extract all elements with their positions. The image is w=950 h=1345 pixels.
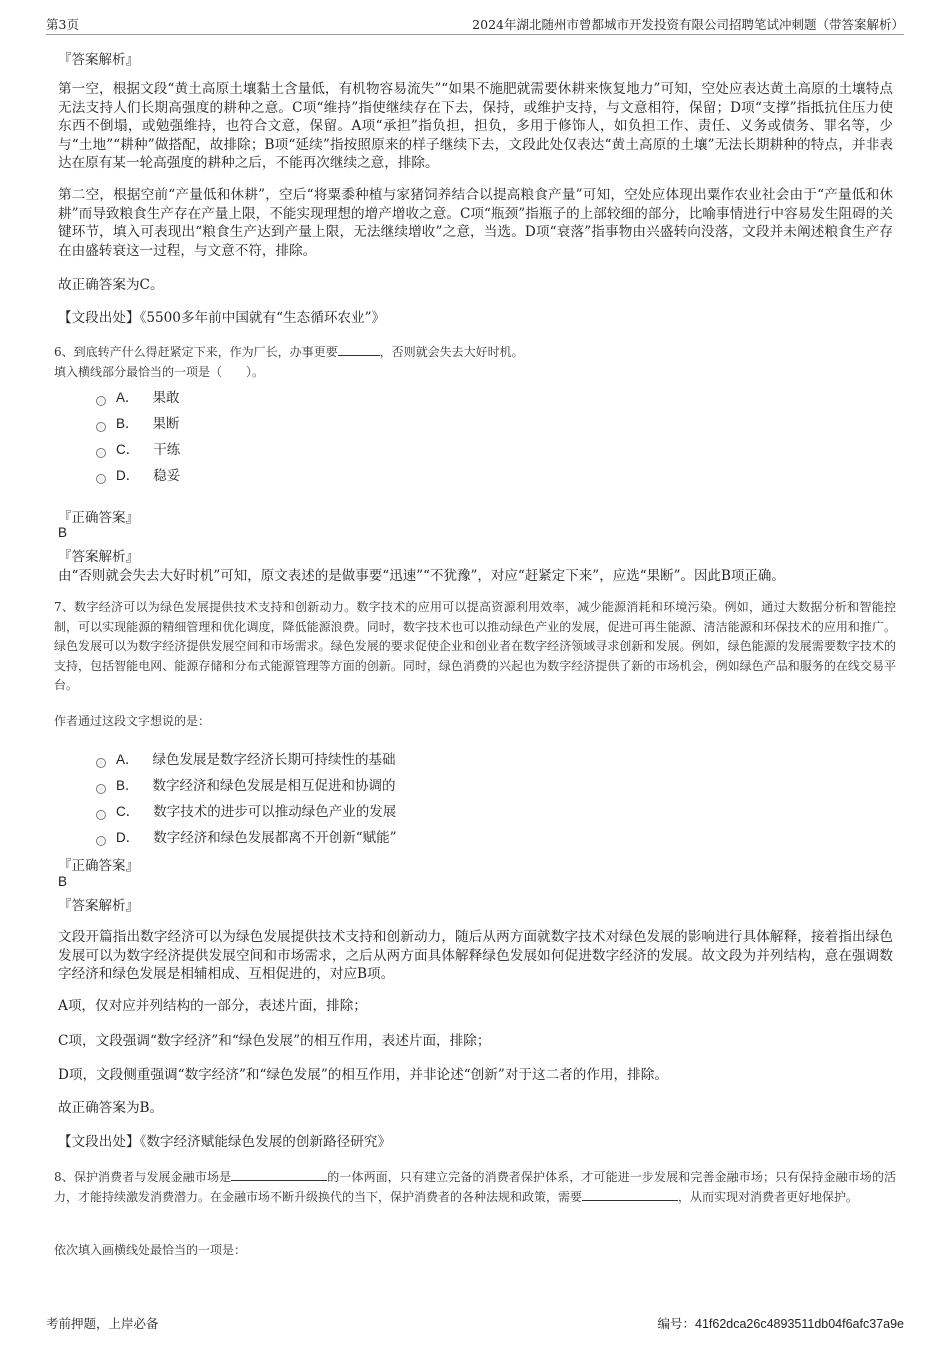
radio-icon[interactable] <box>96 758 106 768</box>
q8-prompt: 依次填入画横线处最恰当的一项是： <box>54 1243 247 1257</box>
q7-prompt: 作者通过这段文字想说的是： <box>54 714 211 728</box>
q6-option-b[interactable]: B． 果断 <box>96 412 180 432</box>
q6-analysis-label: 『答案解析』 <box>58 549 139 565</box>
q7-option-a[interactable]: A． 绿色发展是数字经济长期可持续性的基础 <box>96 748 396 768</box>
q8-blank-2 <box>582 1188 678 1201</box>
q6-option-a[interactable]: A． 果敢 <box>96 386 180 406</box>
q6-analysis: 由“否则就会失去大好时机”可知，原文表述的是做事要“迅速”“不犹豫”，对应“赶紧定下来”，应选“果断”。因此B项正确。 <box>58 568 785 584</box>
q7-option-d[interactable]: D． 数字经济和绿色发展都离不开创新“赋能” <box>96 826 397 846</box>
q6-option-d[interactable]: D． 稳妥 <box>96 464 180 484</box>
q6-stem: 6、到底转产什么得赶紧定下来，作为厂长，办事更要 ，否则就会失去大好时机。 <box>54 345 524 359</box>
radio-icon[interactable] <box>96 784 106 794</box>
radio-icon[interactable] <box>96 810 106 820</box>
radio-icon[interactable] <box>96 422 106 432</box>
q6-correct-answer: B <box>58 525 68 540</box>
document-code: 编号：41f62dca26c4893511db04f6afc37a9e <box>657 1316 904 1331</box>
q6-blank <box>338 343 380 356</box>
footer-slogan: 考前押题，上岸必备 <box>46 1316 159 1331</box>
radio-icon[interactable] <box>96 396 106 406</box>
q5-conclusion: 故正确答案为C。 <box>58 277 164 293</box>
q8-stem: 8、保护消费者与发展金融市场是 的一体两面，只有建立完备的消费者保护体系，才可能进一步发展和完善金融市场；只有保持金融市场的活力，才能持续激发消费潜力。在金融市场不断升级换代的当下，保护消费者的各种法规和政策，需要 ，从而实现对消费者更好地保护。 <box>54 1170 896 1204</box>
radio-icon[interactable] <box>96 474 106 484</box>
q7-option-c[interactable]: C． 数字技术的进步可以推动绿色产业的发展 <box>96 800 396 820</box>
q7-stem: 7、数字经济可以为绿色发展提供技术支持和创新动力。数字技术的应用可以提高资源利用效率，减少能源消耗和环境污染。例如，通过大数据分析和智能控制，可以实现能源的精细管理和优化调度，降低能源浪费。同时，数字技术也可以推动绿色产业的发展，促进可再生能源、清洁能源和环保技术的应用和推广。绿色发展可以为数字经济提供发展空间和市场需求。绿色发展的要求促使企业和创业者在数字经济领域寻求创新和发展。例如，绿色能源的发展需要数字技术的支持，包括智能电网、能源存储和分布式能源管理等方面的创新。同时，绿色消费的兴起也为数字经济提供了新的市场机会，例如绿色产品和服务的在线交易平台。 <box>54 600 896 692</box>
document-title: 2024年湖北随州市曾都城市开发投资有限公司招聘笔试冲刺题（带答案解析） <box>472 17 904 32</box>
q8-blank-1 <box>231 1168 327 1181</box>
q7-analysis-c: C项，文段强调“数字经济”和“绿色发展”的相互作用，表述片面，排除； <box>58 1033 491 1049</box>
q7-analysis-p1: 文段开篇指出数字经济可以为绿色发展提供技术支持和创新动力，随后从两方面就数字技术对绿色发展的影响进行具体解释，接着指出绿色发展可以为数字经济提供发展空间和市场需求，之后从两方面具体解释绿色发展如何促进数字经济的发展。故文段为并列结构，意在强调数字经济和绿色发展是相辅相成、互相促进的，对应B项。 <box>58 929 893 983</box>
q5-analysis-p1: 第一空，根据文段“黄土高原土壤黏土含量低，有机物容易流失”“如果不施肥就需要休耕来恢复地力”可知，空处应表达黄土高原的土壤特点无法支持人们长期高强度的耕种之意。C项“维持”指使继续存在下去，保持，或维护支持，与文意相符，保留；D项“支撑”指抵抗住压力使东西不倒塌，或勉强维持，也符合文意，保留。A项“承担”指负担，担负，多用于修饰人，如负担工作、责任、义务或债务、罪名等，少与“土地”“耕种”做搭配，故排除；B项“延续”指按照原来的样子继续下去，文段此处仅表达“黄土高原的土壤”无法长期耕种的特点，并非表达在原有某一轮高强度的耕种之后，不能再次继续之意，排除。 <box>58 81 893 172</box>
q6-correct-label: 『正确答案』 <box>58 510 139 526</box>
q5-source: 【文段出处】《5500多年前中国就有“生态循环农业”》 <box>58 310 386 326</box>
page-number: 第3页 <box>46 17 79 32</box>
q7-analysis-d: D项，文段侧重强调“数字经济”和“绿色发展”的相互作用，并非论述“创新”对于这二者的作用，排除。 <box>58 1067 668 1083</box>
q7-correct-answer: B <box>58 874 68 889</box>
q7-correct-label: 『正确答案』 <box>58 858 139 874</box>
q7-source: 【文段出处】《数字经济赋能绿色发展的创新路径研究》 <box>58 1134 392 1150</box>
q7-analysis-a: A项，仅对应并列结构的一部分，表述片面，排除； <box>58 998 367 1014</box>
radio-icon[interactable] <box>96 448 106 458</box>
radio-icon[interactable] <box>96 836 106 846</box>
q6-prompt: 填入横线部分最恰当的一项是（ ）。 <box>54 365 265 379</box>
q7-option-b[interactable]: B． 数字经济和绿色发展是相互促进和协调的 <box>96 774 396 794</box>
q6-option-c[interactable]: C． 干练 <box>96 438 180 458</box>
q7-analysis-label: 『答案解析』 <box>58 898 139 914</box>
page-header <box>46 12 904 35</box>
q5-analysis-label: 『答案解析』 <box>58 52 139 68</box>
q5-analysis-p2: 第二空，根据空前“产量低和休耕”，空后“将粟黍种植与家猪饲养结合以提高粮食产量”可知，空处应体现出粟作农业社会由于“产量低和休耕”而导致粮食生产存在产量上限，不能实现理想的增产增收之意。C项“瓶颈”指瓶子的上部较细的部分，比喻事情进行中容易发生阻碍的关键环节，填入可表现出“粮食生产达到产量上限，无法继续增收”之意，当选。D项“衰落”指事物由兴盛转向没落，文段并未阐述粮食生产存在由盛转衰这一过程，与文意不符，排除。 <box>58 187 893 259</box>
q7-conclusion: 故正确答案为B。 <box>58 1100 164 1116</box>
